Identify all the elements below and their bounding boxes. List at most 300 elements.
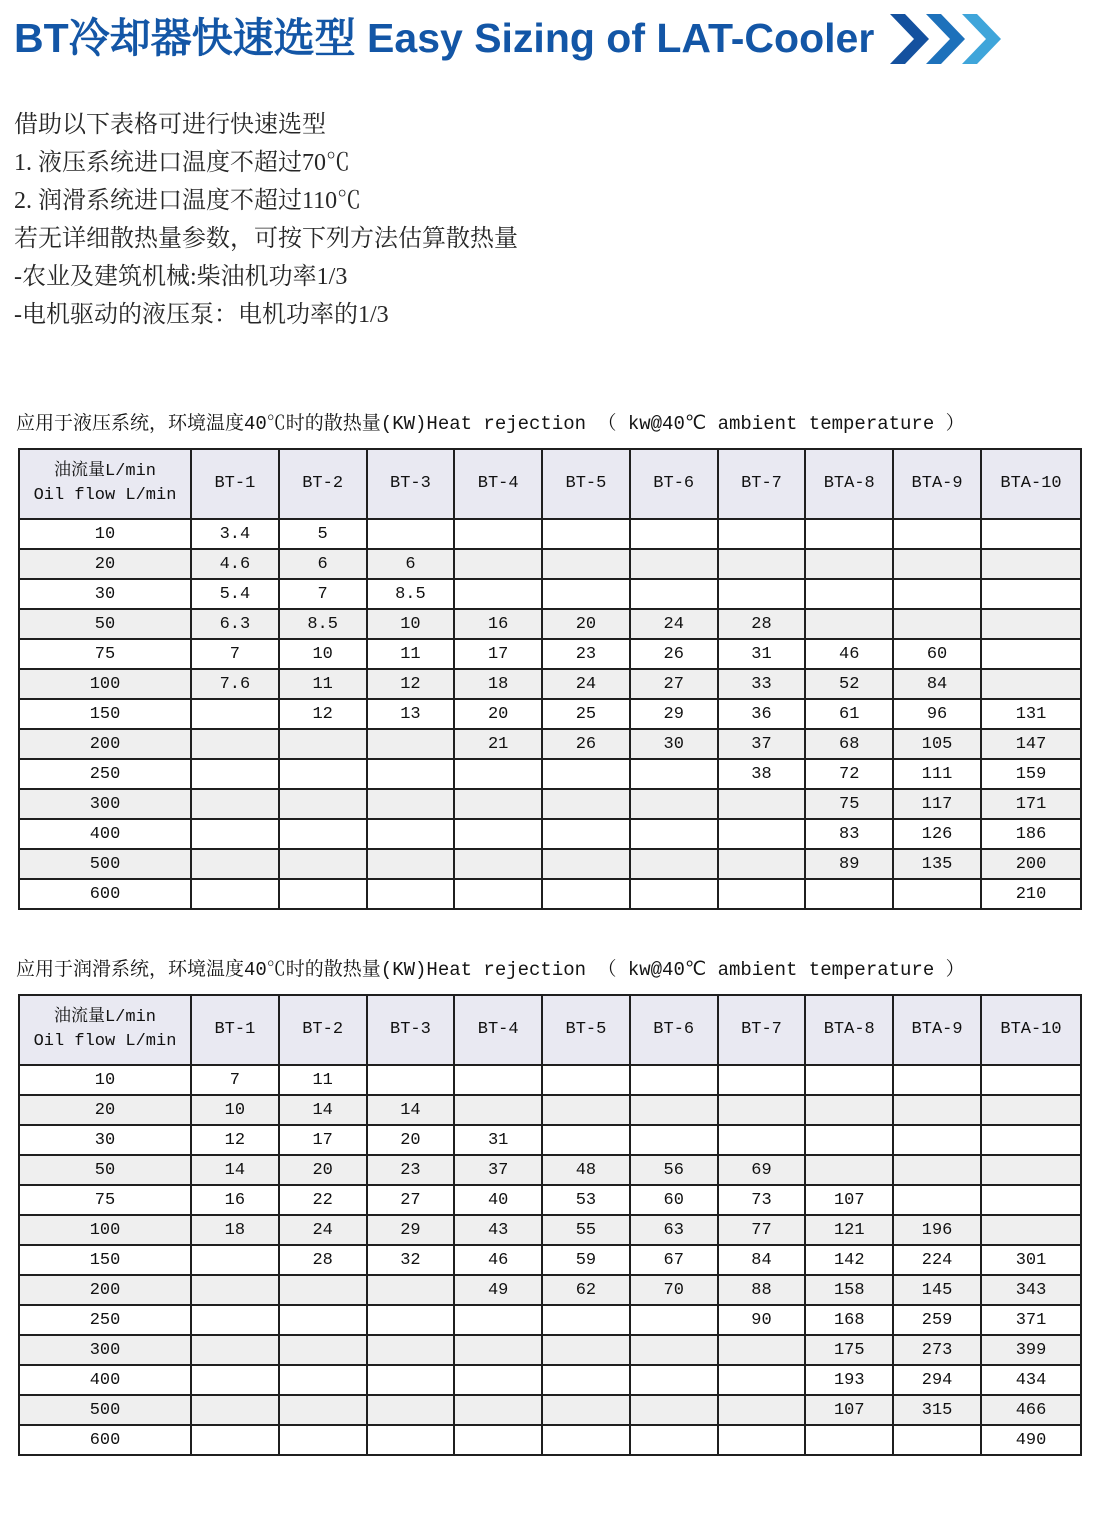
header-row (19, 995, 1081, 1065)
heat-rejection-cell (542, 1335, 630, 1365)
heat-rejection-cell: 17 (279, 1125, 367, 1155)
heat-rejection-cell: 33 (718, 669, 806, 699)
heat-rejection-cell (191, 1275, 279, 1305)
column-header-bta-10: BTA-10 (981, 449, 1081, 519)
table-row (19, 1185, 1081, 1215)
heat-rejection-cell (630, 819, 718, 849)
heat-rejection-cell (367, 519, 455, 549)
triple-chevron-icon (890, 14, 1002, 64)
intro-text (14, 106, 1084, 334)
column-header-bt-3: BT-3 (367, 995, 455, 1065)
heat-rejection-cell: 27 (367, 1185, 455, 1215)
oil-flow-cell: 400 (19, 1365, 191, 1395)
intro-line-4: 若无详细散热量参数，可按下列方法估算散热量 (14, 226, 518, 252)
heat-rejection-cell (805, 1155, 893, 1185)
heat-rejection-cell: 90 (718, 1305, 806, 1335)
table-row (19, 729, 1081, 759)
heat-rejection-cell: 37 (454, 1155, 542, 1185)
heat-rejection-cell (454, 1065, 542, 1095)
heat-rejection-cell: 29 (630, 699, 718, 729)
heat-rejection-cell: 24 (279, 1215, 367, 1245)
oil-flow-cell: 250 (19, 759, 191, 789)
heat-rejection-cell: 55 (542, 1215, 630, 1245)
heat-rejection-cell (630, 789, 718, 819)
row-header-line-en: Oil flow L/min (33, 486, 177, 505)
table-row (19, 789, 1081, 819)
table-row (19, 1395, 1081, 1425)
heat-rejection-cell: 36 (718, 699, 806, 729)
heat-rejection-cell (191, 699, 279, 729)
heat-rejection-cell: 68 (805, 729, 893, 759)
heat-rejection-cell (367, 1335, 455, 1365)
heat-rejection-cell (893, 1185, 981, 1215)
heat-rejection-cell: 10 (367, 609, 455, 639)
intro-line-1: 借助以下表格可进行快速选型 (14, 112, 326, 138)
heat-rejection-cell (718, 789, 806, 819)
heat-rejection-cell (279, 789, 367, 819)
heat-rejection-cell: 84 (718, 1245, 806, 1275)
heat-rejection-cell: 63 (630, 1215, 718, 1245)
heat-rejection-cell: 62 (542, 1275, 630, 1305)
heat-rejection-cell (718, 1335, 806, 1365)
heat-rejection-cell (630, 1305, 718, 1335)
heat-rejection-cell (367, 759, 455, 789)
heat-rejection-cell (630, 1095, 718, 1125)
intro-line-3: 2. 润滑系统进口温度不超过110℃ (14, 188, 362, 214)
heat-rejection-cell (630, 1125, 718, 1155)
heat-rejection-cell (279, 1425, 367, 1455)
table-row (19, 519, 1081, 549)
oil-flow-cell: 150 (19, 1245, 191, 1275)
heat-rejection-cell: 200 (981, 849, 1081, 879)
heat-rejection-cell (542, 819, 630, 849)
column-header-bta-9: BTA-9 (893, 995, 981, 1065)
heat-rejection-cell (981, 1065, 1081, 1095)
heat-rejection-cell: 32 (367, 1245, 455, 1275)
table-row (19, 819, 1081, 849)
oil-flow-cell: 10 (19, 519, 191, 549)
heat-rejection-cell: 14 (367, 1095, 455, 1125)
oil-flow-cell: 50 (19, 609, 191, 639)
heat-rejection-cell (191, 849, 279, 879)
heat-rejection-cell: 294 (893, 1365, 981, 1395)
heat-rejection-cell (279, 759, 367, 789)
heat-rejection-cell: 61 (805, 699, 893, 729)
column-header-bt-6: BT-6 (630, 995, 718, 1065)
heat-rejection-cell: 37 (718, 729, 806, 759)
chevron-3 (962, 14, 1001, 64)
table-row (19, 1095, 1081, 1125)
heat-rejection-cell: 13 (367, 699, 455, 729)
heat-rejection-cell: 121 (805, 1215, 893, 1245)
heat-rejection-cell: 142 (805, 1245, 893, 1275)
heat-rejection-cell (981, 1185, 1081, 1215)
heat-rejection-cell (805, 609, 893, 639)
heat-rejection-cell (367, 1425, 455, 1455)
column-header-bta-10: BTA-10 (981, 995, 1081, 1065)
heat-rejection-cell: 107 (805, 1185, 893, 1215)
heat-rejection-cell (191, 1395, 279, 1425)
heat-rejection-cell: 60 (630, 1185, 718, 1215)
heat-rejection-cell (454, 1335, 542, 1365)
heat-rejection-cell (367, 729, 455, 759)
heat-rejection-cell (805, 1425, 893, 1455)
heat-rejection-cell: 12 (279, 699, 367, 729)
table-row (19, 759, 1081, 789)
heat-rejection-cell (542, 549, 630, 579)
heat-rejection-cell (454, 1305, 542, 1335)
heat-rejection-cell (367, 1365, 455, 1395)
heat-rejection-cell (893, 879, 981, 909)
oil-flow-cell: 20 (19, 549, 191, 579)
heat-rejection-cell (805, 519, 893, 549)
heat-rejection-cell (542, 1125, 630, 1155)
heat-rejection-cell (542, 759, 630, 789)
table-row (19, 639, 1081, 669)
heat-rejection-cell: 6.3 (191, 609, 279, 639)
heat-rejection-cell (630, 759, 718, 789)
heat-rejection-cell: 73 (718, 1185, 806, 1215)
heat-rejection-cell (805, 1095, 893, 1125)
heat-rejection-cell (805, 549, 893, 579)
heat-rejection-cell: 28 (279, 1245, 367, 1275)
heat-rejection-cell: 7 (191, 1065, 279, 1095)
column-header-bta-8: BTA-8 (805, 449, 893, 519)
table-row (19, 1065, 1081, 1095)
heat-rejection-cell: 60 (893, 639, 981, 669)
heat-rejection-cell (542, 1305, 630, 1335)
heat-rejection-cell: 171 (981, 789, 1081, 819)
heat-rejection-cell (893, 1155, 981, 1185)
heat-rejection-cell: 38 (718, 759, 806, 789)
heat-rejection-cell: 224 (893, 1245, 981, 1275)
page-title: BT冷却器快速选型 Easy Sizing of LAT-Cooler (14, 15, 875, 61)
heat-rejection-cell: 83 (805, 819, 893, 849)
heat-rejection-cell: 168 (805, 1305, 893, 1335)
heat-rejection-cell (630, 1425, 718, 1455)
heat-rejection-cell: 46 (454, 1245, 542, 1275)
oil-flow-cell: 75 (19, 1185, 191, 1215)
table-row (19, 1155, 1081, 1185)
heat-rejection-cell: 145 (893, 1275, 981, 1305)
heat-rejection-cell: 20 (279, 1155, 367, 1185)
heat-rejection-cell (630, 1065, 718, 1095)
heat-rejection-cell: 490 (981, 1425, 1081, 1455)
heat-rejection-cell: 3.4 (191, 519, 279, 549)
heat-rejection-cell (279, 729, 367, 759)
oil-flow-cell: 100 (19, 1215, 191, 1245)
intro-line-5: -农业及建筑机械:柴油机功率1/3 (14, 264, 348, 290)
heat-rejection-cell (542, 849, 630, 879)
oil-flow-cell: 600 (19, 1425, 191, 1455)
row-header-cell (19, 995, 191, 1065)
heat-rejection-cell: 8.5 (279, 609, 367, 639)
heat-rejection-cell (630, 579, 718, 609)
heat-rejection-cell: 20 (367, 1125, 455, 1155)
oil-flow-cell: 50 (19, 1155, 191, 1185)
heat-rejection-cell (718, 1395, 806, 1425)
page-header (14, 12, 1084, 64)
heat-rejection-cell (542, 1395, 630, 1425)
heat-rejection-cell (279, 1335, 367, 1365)
heat-rejection-cell: 131 (981, 699, 1081, 729)
heat-rejection-cell (191, 1425, 279, 1455)
heat-rejection-cell: 18 (454, 669, 542, 699)
oil-flow-cell: 30 (19, 1125, 191, 1155)
heat-rejection-cell (279, 879, 367, 909)
heat-rejection-cell (805, 1125, 893, 1155)
heat-rejection-cell (367, 1305, 455, 1335)
lubrication-table-section (14, 954, 1084, 1456)
heat-rejection-cell: 7 (279, 579, 367, 609)
heat-rejection-cell (279, 1275, 367, 1305)
heat-rejection-cell (454, 1395, 542, 1425)
column-header-bt-4: BT-4 (454, 995, 542, 1065)
heat-rejection-cell: 7 (191, 639, 279, 669)
heat-rejection-cell: 77 (718, 1215, 806, 1245)
heat-rejection-cell (191, 789, 279, 819)
heat-rejection-cell: 193 (805, 1365, 893, 1395)
heat-rejection-cell: 24 (542, 669, 630, 699)
table-row (19, 1275, 1081, 1305)
heat-rejection-cell: 5.4 (191, 579, 279, 609)
oil-flow-cell: 150 (19, 699, 191, 729)
heat-rejection-cell: 23 (542, 639, 630, 669)
chevron-2 (926, 14, 965, 64)
heat-rejection-cell (630, 1395, 718, 1425)
heat-rejection-cell: 158 (805, 1275, 893, 1305)
heat-rejection-cell: 8.5 (367, 579, 455, 609)
heat-rejection-cell (630, 549, 718, 579)
heat-rejection-cell: 89 (805, 849, 893, 879)
heat-rejection-cell (191, 729, 279, 759)
table-row (19, 1125, 1081, 1155)
heat-rejection-cell (454, 819, 542, 849)
heat-rejection-cell (981, 1095, 1081, 1125)
heat-rejection-cell (279, 1305, 367, 1335)
column-header-bt-5: BT-5 (542, 995, 630, 1065)
heat-rejection-cell: 126 (893, 819, 981, 849)
heat-rejection-cell: 7.6 (191, 669, 279, 699)
oil-flow-cell: 400 (19, 819, 191, 849)
table-row (19, 1245, 1081, 1275)
heat-rejection-cell (454, 1095, 542, 1125)
heat-rejection-cell (454, 849, 542, 879)
hydraulic-table-caption: 应用于液压系统，环境温度40℃时的散热量(KW)Heat rejection （ kw@40℃ ambient temperature ） (16, 413, 965, 435)
oil-flow-cell: 500 (19, 849, 191, 879)
heat-rejection-cell (279, 1365, 367, 1395)
heat-rejection-cell: 30 (630, 729, 718, 759)
heat-rejection-cell (454, 789, 542, 819)
heat-rejection-cell (981, 519, 1081, 549)
heat-rejection-cell (630, 519, 718, 549)
heat-rejection-cell (630, 879, 718, 909)
heat-rejection-cell (981, 669, 1081, 699)
table-row (19, 669, 1081, 699)
heat-rejection-cell: 16 (454, 609, 542, 639)
heat-rejection-cell (893, 1065, 981, 1095)
heat-rejection-cell: 105 (893, 729, 981, 759)
heat-rejection-cell: 29 (367, 1215, 455, 1245)
heat-rejection-cell: 5 (279, 519, 367, 549)
row-header-line-zh: 油流量L/min (53, 1008, 156, 1027)
column-header-bta-8: BTA-8 (805, 995, 893, 1065)
heat-rejection-cell: 52 (805, 669, 893, 699)
heat-rejection-cell: 31 (454, 1125, 542, 1155)
oil-flow-cell: 10 (19, 1065, 191, 1095)
heat-rejection-cell: 31 (718, 639, 806, 669)
heat-rejection-cell (893, 1095, 981, 1125)
heat-rejection-cell (191, 1365, 279, 1395)
heat-rejection-cell: 67 (630, 1245, 718, 1275)
heat-rejection-cell (367, 1065, 455, 1095)
heat-rejection-cell (718, 1065, 806, 1095)
heat-rejection-cell: 315 (893, 1395, 981, 1425)
heat-rejection-cell: 343 (981, 1275, 1081, 1305)
heat-rejection-cell: 46 (805, 639, 893, 669)
row-header-line-zh: 油流量L/min (53, 462, 156, 481)
heat-rejection-cell: 53 (542, 1185, 630, 1215)
heat-rejection-cell: 56 (630, 1155, 718, 1185)
heat-rejection-cell (981, 1125, 1081, 1155)
heat-rejection-cell: 40 (454, 1185, 542, 1215)
heat-rejection-cell (893, 549, 981, 579)
heat-rejection-cell (454, 549, 542, 579)
heat-rejection-cell: 72 (805, 759, 893, 789)
heat-rejection-cell: 14 (279, 1095, 367, 1125)
column-header-bt-4: BT-4 (454, 449, 542, 519)
oil-flow-cell: 600 (19, 879, 191, 909)
heat-rejection-cell: 301 (981, 1245, 1081, 1275)
heat-rejection-cell: 88 (718, 1275, 806, 1305)
heat-rejection-cell: 111 (893, 759, 981, 789)
column-header-bta-9: BTA-9 (893, 449, 981, 519)
heat-rejection-cell: 399 (981, 1335, 1081, 1365)
heat-rejection-cell (367, 789, 455, 819)
oil-flow-cell: 250 (19, 1305, 191, 1335)
heat-rejection-cell: 11 (367, 639, 455, 669)
heat-rejection-cell (191, 1305, 279, 1335)
heat-rejection-cell (542, 789, 630, 819)
heat-rejection-cell (630, 1335, 718, 1365)
heat-rejection-cell: 69 (718, 1155, 806, 1185)
heat-rejection-cell (367, 1275, 455, 1305)
heat-rejection-cell: 25 (542, 699, 630, 729)
heat-rejection-cell: 135 (893, 849, 981, 879)
heat-rejection-cell: 11 (279, 1065, 367, 1095)
heat-rejection-cell: 6 (367, 549, 455, 579)
chevron-1 (890, 14, 929, 64)
row-header-cell (19, 449, 191, 519)
table-row (19, 879, 1081, 909)
intro-line-6: -电机驱动的液压泵：电机功率的1/3 (14, 302, 389, 328)
heat-rejection-cell (454, 1365, 542, 1395)
heat-rejection-cell: 23 (367, 1155, 455, 1185)
heat-rejection-cell: 12 (367, 669, 455, 699)
heat-rejection-cell: 14 (191, 1155, 279, 1185)
table-row (19, 579, 1081, 609)
heat-rejection-cell (454, 879, 542, 909)
heat-rejection-cell (279, 819, 367, 849)
heat-rejection-cell: 175 (805, 1335, 893, 1365)
oil-flow-cell: 100 (19, 669, 191, 699)
heat-rejection-cell (981, 579, 1081, 609)
table-row (19, 1215, 1081, 1245)
table-row (19, 1335, 1081, 1365)
heat-rejection-cell (542, 1365, 630, 1395)
heat-rejection-cell: 273 (893, 1335, 981, 1365)
heat-rejection-cell (718, 579, 806, 609)
heat-rejection-cell (893, 519, 981, 549)
heat-rejection-cell: 48 (542, 1155, 630, 1185)
heat-rejection-cell: 10 (191, 1095, 279, 1125)
column-header-bt-7: BT-7 (718, 449, 806, 519)
heat-rejection-cell: 10 (279, 639, 367, 669)
heat-rejection-cell: 84 (893, 669, 981, 699)
oil-flow-cell: 30 (19, 579, 191, 609)
table-row (19, 609, 1081, 639)
heat-rejection-cell (367, 879, 455, 909)
heat-rejection-cell (805, 879, 893, 909)
heat-rejection-cell: 117 (893, 789, 981, 819)
oil-flow-cell: 20 (19, 1095, 191, 1125)
oil-flow-cell: 75 (19, 639, 191, 669)
heat-rejection-cell (893, 609, 981, 639)
oil-flow-cell: 200 (19, 729, 191, 759)
heat-rejection-cell: 20 (542, 609, 630, 639)
heat-rejection-cell: 4.6 (191, 549, 279, 579)
row-header-line-en: Oil flow L/min (33, 1032, 177, 1051)
heat-rejection-cell (542, 579, 630, 609)
heat-rejection-cell (542, 879, 630, 909)
column-header-bt-3: BT-3 (367, 449, 455, 519)
oil-flow-cell: 300 (19, 789, 191, 819)
oil-flow-cell: 300 (19, 1335, 191, 1365)
heat-rejection-cell: 59 (542, 1245, 630, 1275)
heat-rejection-cell (718, 1095, 806, 1125)
heat-rejection-cell (718, 879, 806, 909)
heat-rejection-cell (630, 1365, 718, 1395)
heat-rejection-cell (191, 879, 279, 909)
lubrication-table-caption: 应用于润滑系统，环境温度40℃时的散热量(KW)Heat rejection （ kw@40℃ ambient temperature ） (16, 959, 965, 981)
heat-rejection-cell (191, 819, 279, 849)
heat-rejection-cell (718, 849, 806, 879)
heat-rejection-cell: 26 (542, 729, 630, 759)
table-row (19, 1305, 1081, 1335)
heat-rejection-cell: 107 (805, 1395, 893, 1425)
heat-rejection-cell (893, 1425, 981, 1455)
heat-rejection-cell: 159 (981, 759, 1081, 789)
heat-rejection-cell: 96 (893, 699, 981, 729)
heat-rejection-cell: 186 (981, 819, 1081, 849)
heat-rejection-cell (191, 759, 279, 789)
heat-rejection-cell: 27 (630, 669, 718, 699)
heat-rejection-cell (279, 1395, 367, 1425)
heat-rejection-cell (367, 849, 455, 879)
heat-rejection-cell: 466 (981, 1395, 1081, 1425)
heat-rejection-cell: 70 (630, 1275, 718, 1305)
heat-rejection-cell (454, 579, 542, 609)
heat-rejection-cell (718, 549, 806, 579)
heat-rejection-cell (805, 579, 893, 609)
heat-rejection-cell (981, 1155, 1081, 1185)
oil-flow-cell: 200 (19, 1275, 191, 1305)
heat-rejection-cell (454, 759, 542, 789)
heat-rejection-cell (191, 1245, 279, 1275)
header-row (19, 449, 1081, 519)
heat-rejection-cell (454, 519, 542, 549)
column-header-bt-2: BT-2 (279, 449, 367, 519)
